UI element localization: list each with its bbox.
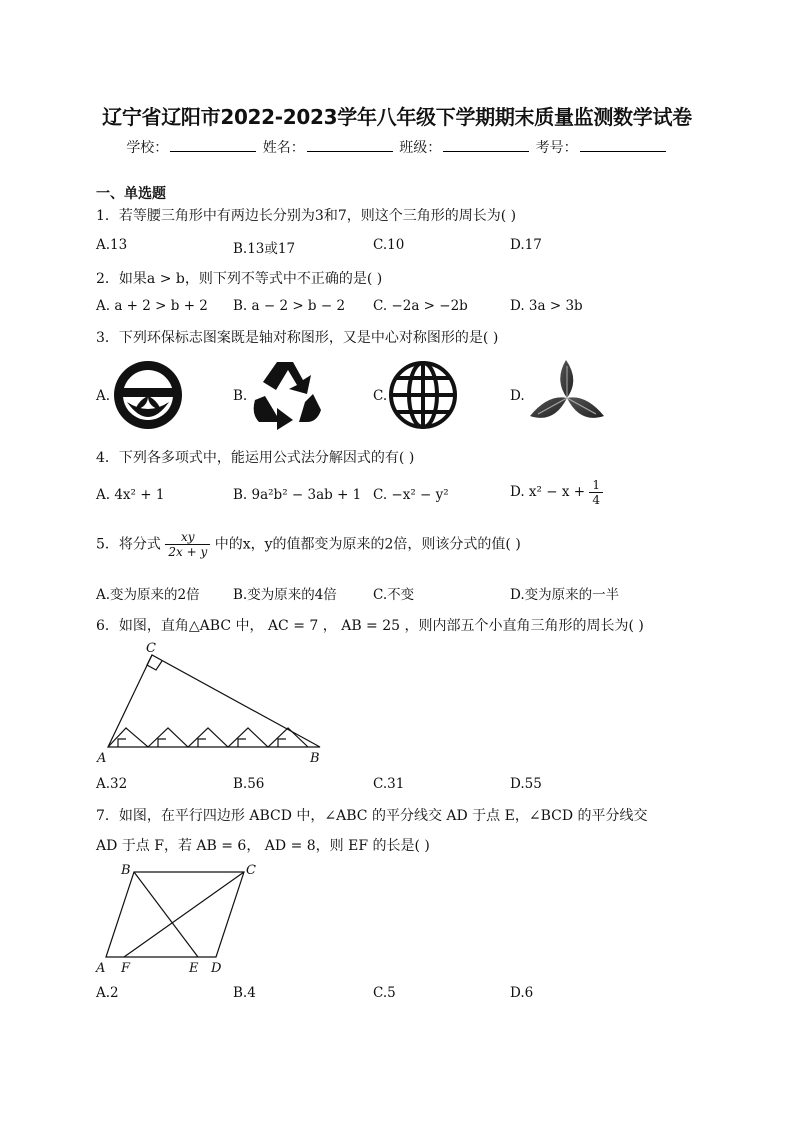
label-e: E xyxy=(189,961,199,976)
q1-option-b[interactable]: B.13或17 xyxy=(233,241,296,257)
bisector-cf xyxy=(124,872,244,957)
q5-option-d[interactable]: D.变为原来的一半 xyxy=(510,587,620,603)
q1-option-a[interactable]: A.13 xyxy=(96,237,128,253)
q5-fraction xyxy=(165,530,210,559)
q7-option-d[interactable]: D.6 xyxy=(510,985,534,1001)
q5-text-before: 5．将分式 xyxy=(96,536,161,553)
label-f: F xyxy=(121,961,131,976)
q3-option-d[interactable]: D. xyxy=(510,388,525,404)
label-b: B xyxy=(121,863,131,878)
label-b: B xyxy=(310,751,320,766)
exam-no-blank[interactable] xyxy=(580,139,666,152)
q1-option-d[interactable]: D.17 xyxy=(510,237,542,253)
student-info-line xyxy=(0,137,794,157)
q6-option-d[interactable]: D.55 xyxy=(510,776,542,792)
q7-option-c[interactable]: C.5 xyxy=(373,985,396,1001)
q2-option-a[interactable]: A. a + 2 > b + 2 xyxy=(96,298,208,314)
name-blank[interactable] xyxy=(307,139,393,152)
q5-option-a[interactable]: A.变为原来的2倍 xyxy=(96,587,200,603)
three-leaves-icon xyxy=(528,358,606,428)
question-1-text: 1．若等腰三角形中有两边长分别为3和7，则这个三角形的周长为( ) xyxy=(96,208,517,224)
question-6-text: 6．如图，直角△ABC 中， AC = 7 ， AB = 25 ，则内部五个小直角三角形的周长为( ) xyxy=(96,618,644,634)
question-4-text: 4．下列各多项式中，能运用公式法分解因式的有( ) xyxy=(96,450,415,466)
q4-option-c[interactable]: C. −x² − y² xyxy=(373,487,449,503)
fraction-one-quarter xyxy=(589,478,603,507)
question-7-line-1: 7．如图，在平行四边形 ABCD 中，∠ABC 的平分线交 AD 于点 E，∠BCD 的平分线交 xyxy=(96,808,648,824)
q3-option-a[interactable]: A. xyxy=(96,388,111,404)
q4-option-b[interactable]: B. 9a²b² − 3ab + 1 xyxy=(233,487,362,503)
label-a: A xyxy=(97,751,107,766)
q5-fraction-denominator: 2x + y xyxy=(168,545,208,559)
q3-option-b[interactable]: B. xyxy=(233,388,248,404)
q2-option-d[interactable]: D. 3a > 3b xyxy=(510,298,583,314)
parallelogram-abcd xyxy=(106,872,244,957)
q6-option-a[interactable]: A.32 xyxy=(96,776,128,792)
label-c: C xyxy=(246,863,256,878)
q7-option-b[interactable]: B.4 xyxy=(233,985,256,1001)
q5-option-b[interactable]: B.变为原来的4倍 xyxy=(233,587,337,603)
q6-option-c[interactable]: C.31 xyxy=(373,776,405,792)
recycle-icon xyxy=(247,356,323,432)
question-3-text: 3．下列环保标志图案既是轴对称图形，又是中心对称图形的是( ) xyxy=(96,330,499,346)
q5-option-c[interactable]: C.不变 xyxy=(373,587,415,603)
class-label: 班级： xyxy=(399,140,442,156)
question-5-text xyxy=(96,530,521,559)
q4-option-d-text: D. x² − x + xyxy=(510,484,586,500)
question-2-text: 2．如果a > b，则下列不等式中不正确的是( ) xyxy=(96,271,383,287)
q4-option-d[interactable] xyxy=(510,478,603,507)
school-blank[interactable] xyxy=(170,139,256,152)
q5-fraction-numerator: xy xyxy=(165,530,210,545)
q3-option-c[interactable]: C. xyxy=(373,388,388,404)
q7-parallelogram-figure xyxy=(96,862,266,977)
exam-no-label: 考号： xyxy=(535,140,578,156)
q4-option-a[interactable]: A. 4x² + 1 xyxy=(96,487,165,503)
q6-triangle-figure xyxy=(96,640,336,768)
fraction-denominator: 4 xyxy=(592,493,600,507)
class-blank[interactable] xyxy=(443,139,529,152)
name-label: 姓名： xyxy=(262,140,305,156)
page-title: 辽宁省辽阳市2022-2023学年八年级下学期期末质量监测数学试卷 xyxy=(102,105,692,129)
q7-option-a[interactable]: A.2 xyxy=(96,985,119,1001)
emblem-logo-icon xyxy=(113,360,183,430)
q1-option-c[interactable]: C.10 xyxy=(373,237,405,253)
q2-option-b[interactable]: B. a − 2 > b − 2 xyxy=(233,298,346,314)
right-angle-mark-c xyxy=(147,655,162,670)
globe-icon xyxy=(388,360,458,430)
q2-option-c[interactable]: C. −2a > −2b xyxy=(373,298,468,314)
label-c: C xyxy=(146,641,156,656)
question-7-line-2: AD 于点 F，若 AB = 6， AD = 8，则 EF 的长是( ) xyxy=(96,838,430,854)
bisector-be xyxy=(134,872,198,957)
label-a: A xyxy=(96,961,106,976)
school-label: 学校： xyxy=(126,140,169,156)
label-d: D xyxy=(211,961,222,976)
q5-text-after: 中的x，y的值都变为原来的2倍，则该分式的值( ) xyxy=(214,536,521,553)
q6-option-b[interactable]: B.56 xyxy=(233,776,265,792)
section-heading: 一、单选题 xyxy=(96,186,166,202)
fraction-numerator: 1 xyxy=(589,478,603,493)
